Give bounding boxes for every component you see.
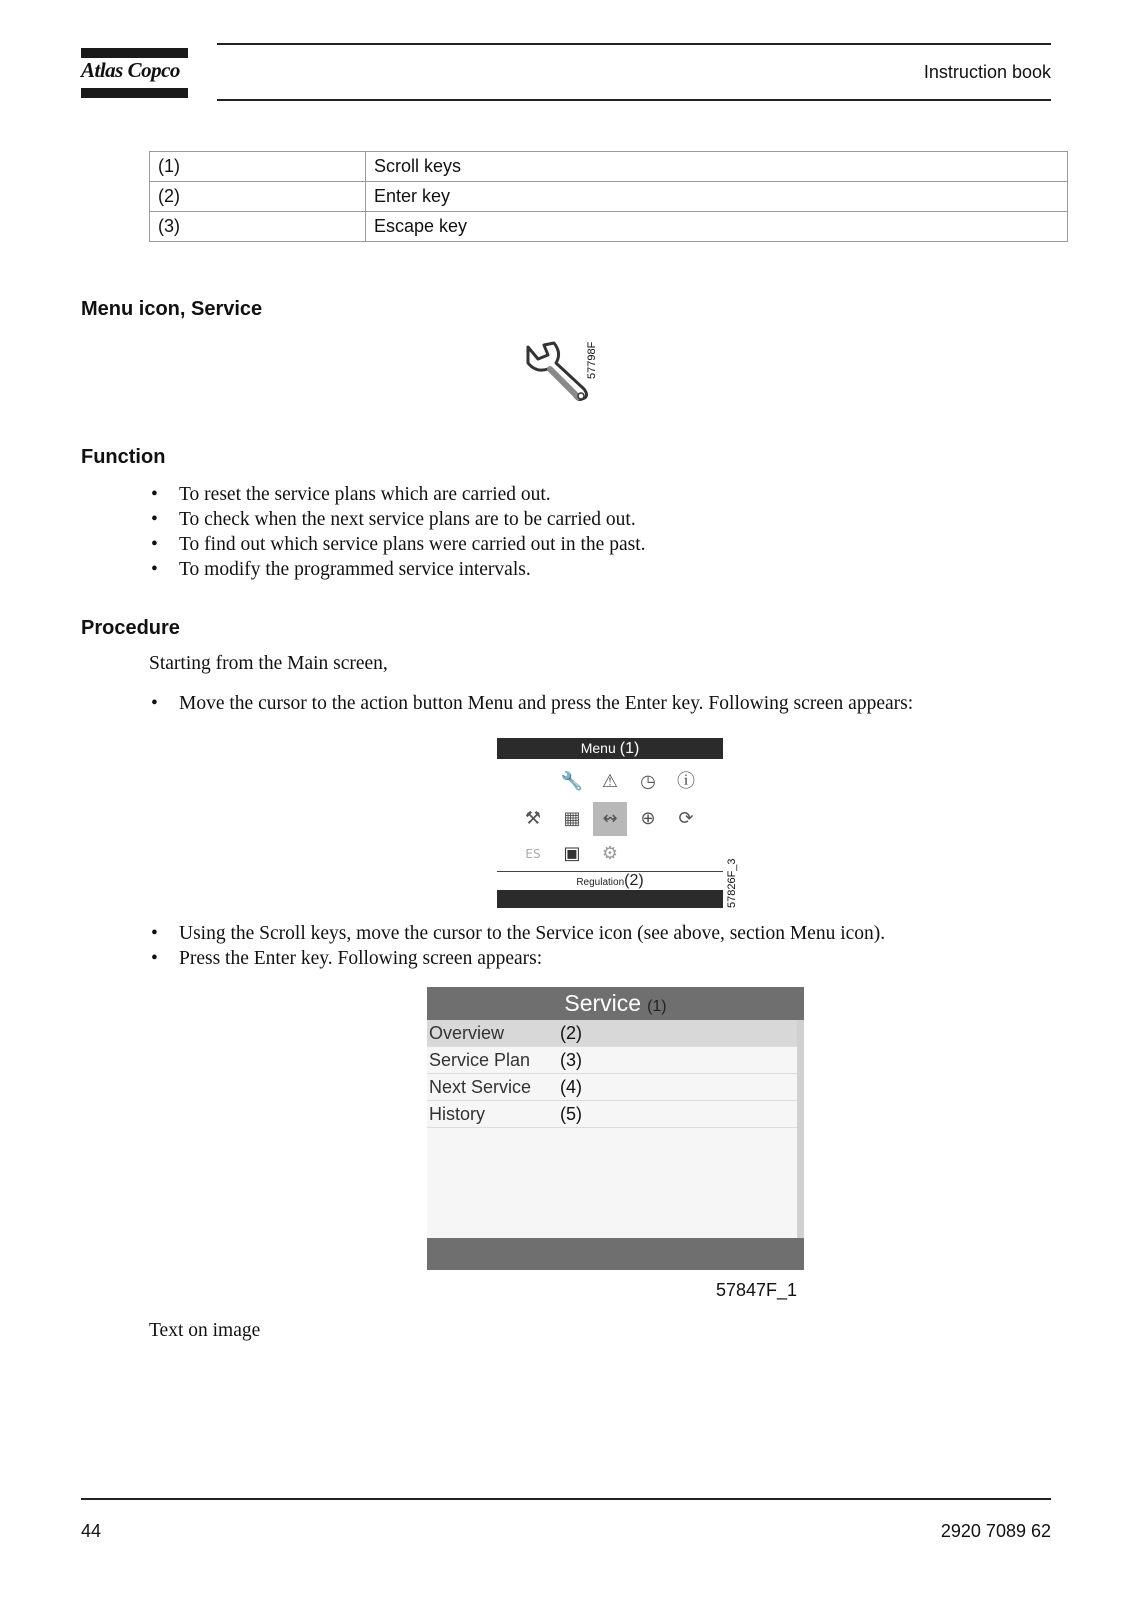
tools-icon: ⚒ [524,808,542,829]
header-rule-top [217,43,1051,45]
list-item: • To find out which service plans were carried out in the past. [149,532,646,557]
menu-status-callout: (2) [624,872,644,889]
key-label: Enter key [366,182,1068,212]
service-bottom-bar [427,1238,804,1270]
info-icon: ⓘ [677,771,695,792]
procedure-step1 [149,691,913,716]
service-row-callout: (5) [560,1104,582,1124]
menu-bottom-bar [497,890,723,908]
key-label: Escape key [366,212,1068,242]
function-list [149,482,646,582]
menu-title-bar [497,738,723,759]
menu-title-callout: (1) [619,740,640,757]
footer-rule [81,1498,1051,1500]
key-number: (2) [150,182,366,212]
logo: Atlas Copco [81,58,180,82]
service-screen [427,987,804,1270]
list-item: • Press the Enter key. Following screen appears: [149,946,885,971]
key-table [149,151,1068,242]
service-row-callout: (4) [560,1077,582,1097]
service-row-overview [427,1020,797,1047]
page-number: 44 [81,1521,102,1541]
key-label: Scroll keys [366,152,1068,182]
es-icon: ES [525,847,541,861]
key-number: (1) [150,152,366,182]
list-item: • To reset the service plans which are carried out. [149,482,646,507]
service-row-next-service [427,1074,797,1101]
list-item: • To check when the next service plans are to be carried out. [149,507,646,532]
menu-figure-code: 57826F_3 [726,858,738,908]
menu-screen [497,738,723,908]
table-row [150,152,1068,182]
key-number: (3) [150,212,366,242]
text-on-image: Text on image [149,1320,261,1341]
clock-icon: ◷ [640,771,656,792]
procedure-intro: Starting from the Main screen, [149,653,388,674]
service-row-history [427,1101,797,1128]
header-title: Instruction book [923,62,1051,82]
service-row-callout: (3) [560,1050,582,1070]
warning-icon: ⚠ [601,771,619,792]
gears-icon: ⚙ [601,843,619,864]
menu-title: Menu [580,740,616,756]
wrench-icon: 🔧 [560,771,584,792]
header-rule-bottom [217,99,1051,101]
logo-bar-top [81,48,188,58]
table-row [150,212,1068,242]
menu-status-bar [497,872,723,890]
procedure-heading: Procedure [81,617,180,639]
procedure-steps2 [149,921,885,971]
service-row-label: History [429,1104,486,1124]
arrow-circle-icon: ⟳ [678,808,694,829]
service-row-label: Overview [429,1023,505,1043]
wrench-figure-code: 57798F [586,341,598,379]
service-title-bar [427,987,804,1020]
menu-status-label: Regulation [576,877,625,888]
service-title-callout: (1) [647,998,667,1015]
service-row-callout: (2) [560,1023,582,1043]
display-icon: ▦ [563,808,581,829]
service-row-label: Service Plan [429,1050,531,1070]
document-number: 2920 7089 62 [940,1521,1051,1541]
function-heading: Function [81,446,166,468]
service-figure-code: 57847F_1 [716,1280,798,1300]
service-title: Service [564,990,642,1016]
target-icon: ⊕ [640,808,656,829]
regulation-icon: ↭ [593,802,627,836]
save-icon: ▣ [563,843,581,864]
list-item: • To modify the programmed service intervals. [149,557,646,582]
list-item: • Using the Scroll keys, move the cursor to the Service icon (see above, section Menu icon). [149,921,885,946]
menu-icon-heading: Menu icon, Service [81,298,263,320]
table-row [150,182,1068,212]
service-row-service-plan [427,1047,797,1074]
list-item: • Move the cursor to the action button Menu and press the Enter key. Following screen appears: [149,691,913,716]
service-scrollbar [797,1020,804,1238]
service-row-label: Next Service [429,1077,532,1097]
logo-bar-bottom [81,88,188,98]
